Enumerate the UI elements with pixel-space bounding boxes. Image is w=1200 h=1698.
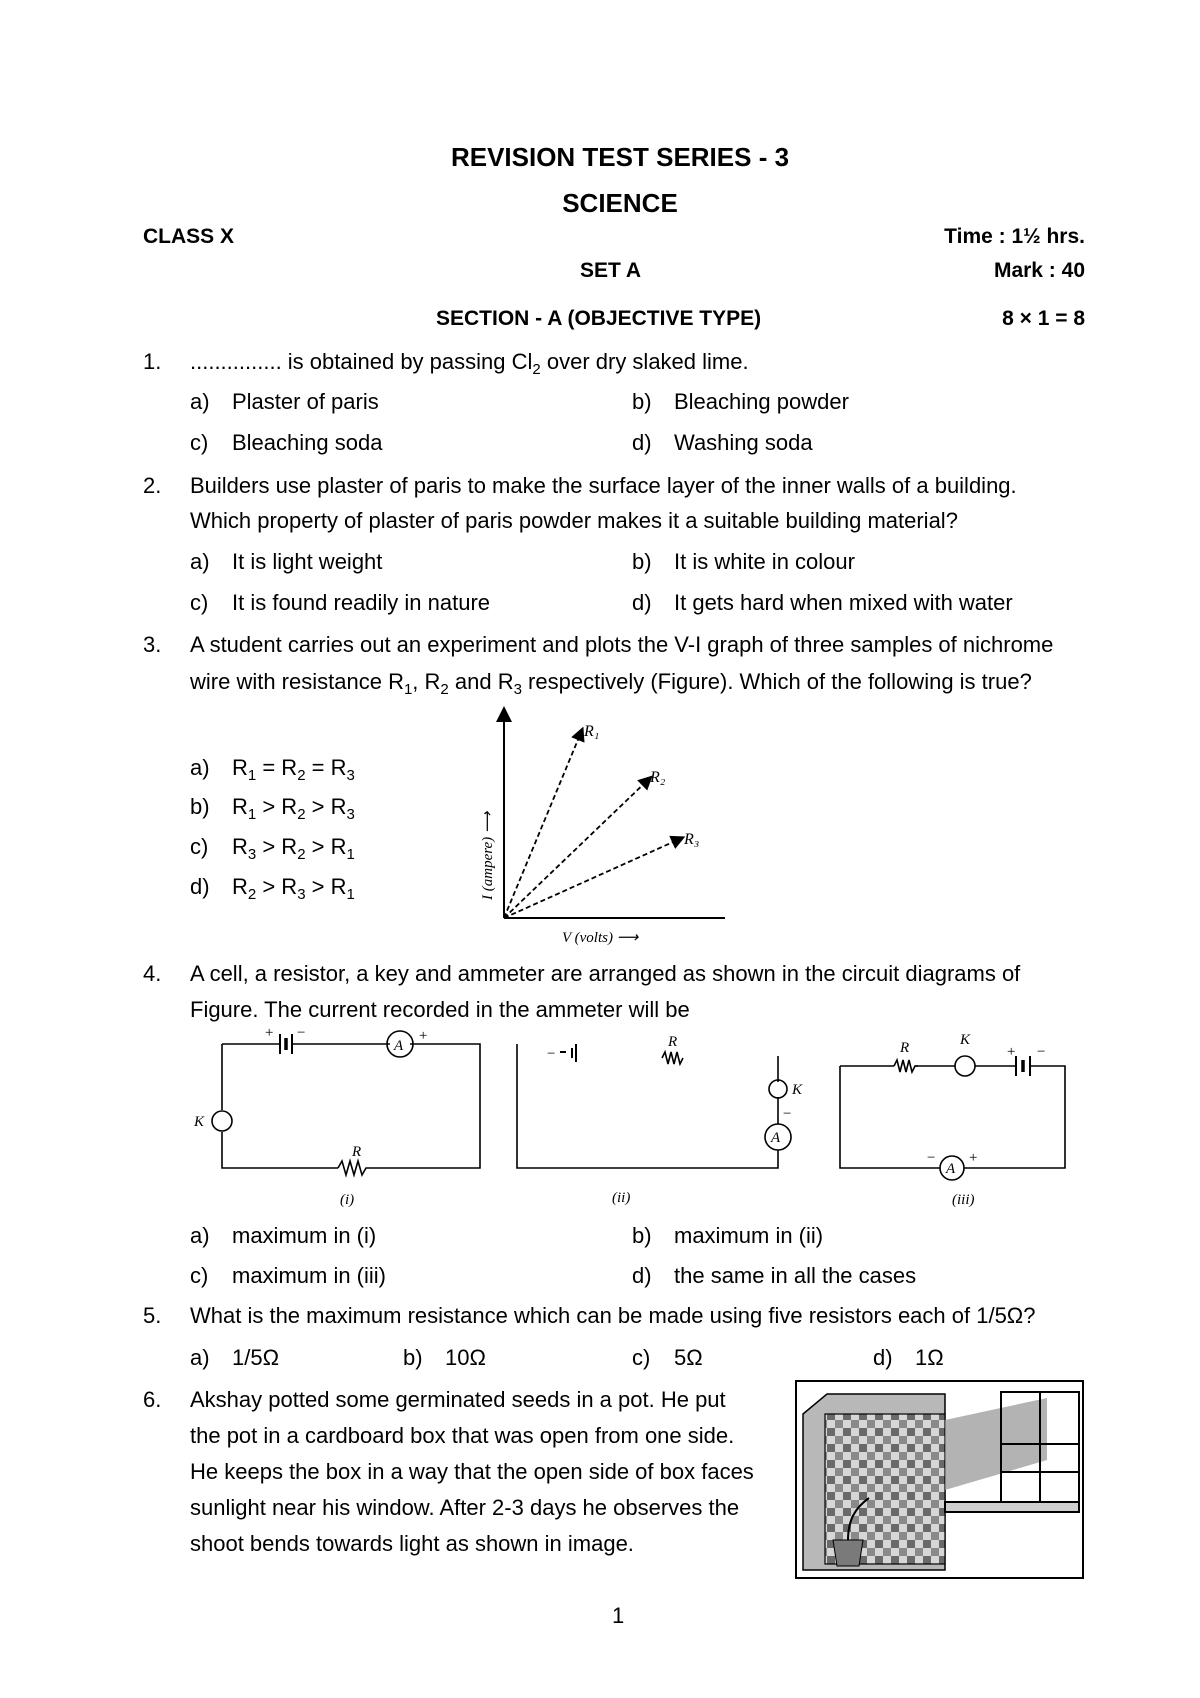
option-a <box>190 549 382 575</box>
page-number: 1 <box>612 1603 625 1628</box>
question-text-line: Figure. The current recorded in the ammeter will be <box>190 997 690 1022</box>
subscript: 1 <box>346 886 355 903</box>
minus-sign: − <box>926 1150 937 1166</box>
option-text: 1Ω <box>915 1345 944 1370</box>
circuit-diagrams <box>180 1022 1090 1217</box>
option-c <box>190 1263 386 1289</box>
question-text-line: Akshay potted some germinated seeds in a pot. He put <box>190 1387 726 1412</box>
ammeter-label: A <box>771 1130 781 1146</box>
key-label: K <box>960 1032 971 1048</box>
question-text-line: shoot bends towards light as shown in image. <box>190 1531 634 1556</box>
circuit-label-2: (ii) <box>612 1190 631 1206</box>
r: = R <box>305 755 347 780</box>
option-label: d) <box>632 590 652 615</box>
subscript: 3 <box>247 846 257 863</box>
r: R <box>232 794 248 819</box>
r3-label: R₃ <box>684 831 700 848</box>
question-text: What is the maximum resistance which can be made using five resistors each of 1/5Ω? <box>190 1303 1036 1328</box>
r: = R <box>256 755 298 780</box>
text-part: respectively (Figure). Which of the following is true? <box>521 669 1032 694</box>
option-a <box>190 389 379 415</box>
key-label: K <box>792 1082 803 1098</box>
question-number: 1. <box>143 349 162 374</box>
y-axis-label: I (ampere) ⟶ <box>480 811 496 900</box>
text-part: and R <box>448 669 514 694</box>
option-c <box>190 834 355 863</box>
option-label: d) <box>873 1345 893 1370</box>
line-r2 <box>504 778 650 918</box>
r: > R <box>256 794 298 819</box>
minus-sign: − <box>296 1025 307 1041</box>
subscript: 1 <box>346 846 355 863</box>
section-heading: SECTION - A (OBJECTIVE TYPE) <box>436 307 762 330</box>
option-c <box>632 1345 703 1371</box>
option-label: b) <box>632 549 652 574</box>
ammeter-label: A <box>946 1161 956 1177</box>
option-text: Bleaching soda <box>232 430 383 455</box>
option-label: a) <box>190 389 210 414</box>
subscript: 2 <box>297 846 306 863</box>
option-label: c) <box>190 430 209 455</box>
option-text: Washing soda <box>674 430 813 455</box>
option-d <box>632 1263 916 1289</box>
option-label: a) <box>190 755 210 780</box>
r: > R <box>305 794 347 819</box>
line-r1 <box>504 730 582 918</box>
resistor-label: R <box>900 1040 910 1056</box>
plus-sign: + <box>1006 1044 1017 1060</box>
option-label: a) <box>190 549 210 574</box>
question-text-line <box>190 669 1032 698</box>
r: R <box>232 755 248 780</box>
resistor-label: R <box>352 1144 362 1160</box>
circuit-2 <box>517 1044 791 1168</box>
option-label: a) <box>190 1345 210 1370</box>
question-number: 3. <box>143 632 162 657</box>
question-text-part: ............... is obtained by passing Cl <box>190 349 533 374</box>
line-r3 <box>504 838 682 918</box>
option-text: maximum in (iii) <box>232 1263 386 1288</box>
subscript: 2 <box>247 886 257 903</box>
question-text-line: sunlight near his window. After 2-3 days he observes the <box>190 1495 740 1520</box>
subscript: 2 <box>297 806 306 823</box>
option-label: b) <box>632 389 652 414</box>
option-label: c) <box>190 1263 209 1288</box>
option-d <box>873 1345 944 1371</box>
option-b <box>632 389 849 415</box>
subscript: 1 <box>403 681 413 698</box>
option-label: c) <box>632 1345 651 1370</box>
x-axis-label: V (volts) ⟶ <box>562 930 639 946</box>
option-label: b) <box>632 1223 652 1248</box>
r: R <box>232 874 248 899</box>
option-c <box>190 430 382 456</box>
circuit-label-1: (i) <box>340 1192 355 1208</box>
minus-sign: − <box>782 1106 793 1122</box>
plus-sign: + <box>968 1150 979 1166</box>
circuit-1 <box>212 1031 480 1175</box>
option-text: It gets hard when mixed with water <box>674 590 1013 615</box>
subscript: 3 <box>297 886 306 903</box>
ammeter-label: A <box>394 1038 404 1054</box>
subscript: 2 <box>297 767 306 784</box>
option-text: the same in all the cases <box>674 1263 917 1288</box>
minus-sign: − <box>1036 1044 1047 1060</box>
option-d <box>632 430 813 456</box>
r1-label: R₁ <box>584 723 600 740</box>
set-label: SET A <box>580 259 642 282</box>
question-number: 5. <box>143 1303 162 1328</box>
text-part: wire with resistance R <box>190 669 404 694</box>
option-label: d) <box>632 1263 652 1288</box>
test-title: REVISION TEST SERIES - 3 <box>450 142 790 172</box>
option-a <box>190 755 355 784</box>
subscript: 2 <box>440 681 449 698</box>
option-label: c) <box>190 590 209 615</box>
option-b <box>403 1345 486 1371</box>
subscript: 3 <box>346 806 355 823</box>
plus-sign: + <box>264 1025 275 1041</box>
circuit-label-3: (iii) <box>952 1192 975 1208</box>
question-text-line: He keeps the box in a way that the open side of box faces <box>190 1459 754 1484</box>
subject-title: SCIENCE <box>562 188 678 218</box>
option-label: b) <box>190 794 210 819</box>
question-text-part: over dry slaked lime. <box>540 349 749 374</box>
option-label: b) <box>403 1345 423 1370</box>
option-text: maximum in (ii) <box>674 1223 824 1248</box>
section-marks: 8 × 1 = 8 <box>1002 307 1085 330</box>
option-text: 5Ω <box>674 1345 703 1370</box>
option-d <box>632 590 1013 616</box>
text-part: , R <box>412 669 441 694</box>
question-text-line: Which property of plaster of paris powder makes it a suitable building material? <box>190 508 958 533</box>
minus-sign: − <box>546 1046 557 1062</box>
option-b <box>190 794 355 823</box>
option-text: It is found readily in nature <box>232 590 491 615</box>
key-label: K <box>194 1114 205 1130</box>
class-label: CLASS X <box>143 225 235 248</box>
resistor-label: R <box>668 1034 678 1050</box>
subscript: 2 <box>532 361 541 378</box>
question-number: 6. <box>143 1387 162 1412</box>
r2-label: R₂ <box>650 769 666 786</box>
option-text: Plaster of paris <box>232 389 379 414</box>
option-text: maximum in (i) <box>232 1223 377 1248</box>
plant-box-illustration <box>795 1380 1085 1580</box>
option-text: It is white in colour <box>674 549 855 574</box>
option-label: a) <box>190 1223 210 1248</box>
time-label: Time : 1½ hrs. <box>944 225 1085 248</box>
r: > R <box>256 834 298 859</box>
question-text-line: A student carries out an experiment and plots the V-I graph of three samples of nichrome <box>190 632 1054 657</box>
option-c <box>190 590 490 616</box>
option-text: 10Ω <box>445 1345 486 1370</box>
r: > R <box>305 874 347 899</box>
option-text: Bleaching powder <box>674 389 849 414</box>
marks-label: Mark : 40 <box>993 259 1085 282</box>
question-text-line: A cell, a resistor, a key and ammeter are arranged as shown in the circuit diagrams of <box>190 961 1021 986</box>
option-text: 1/5Ω <box>232 1345 280 1370</box>
option-label: c) <box>190 834 209 859</box>
r: R <box>232 834 248 859</box>
option-a <box>190 1223 376 1249</box>
r: > R <box>305 834 347 859</box>
question-number: 4. <box>143 961 162 986</box>
plus-sign: + <box>418 1028 429 1044</box>
question-text <box>190 349 749 378</box>
option-a <box>190 1345 279 1371</box>
option-b <box>632 549 855 575</box>
question-text-line: Builders use plaster of paris to make the surface layer of the inner walls of a building. <box>190 473 1017 498</box>
subscript: 1 <box>247 806 257 823</box>
option-label: d) <box>632 430 652 455</box>
question-number: 2. <box>143 473 162 498</box>
subscript: 3 <box>346 767 355 784</box>
option-d <box>190 874 355 903</box>
option-b <box>632 1223 823 1249</box>
option-text: It is light weight <box>232 549 383 574</box>
question-text-line: the pot in a cardboard box that was open from one side. <box>190 1423 735 1448</box>
r: > R <box>256 874 298 899</box>
subscript: 1 <box>247 767 257 784</box>
option-label: d) <box>190 874 210 899</box>
vi-graph <box>470 700 730 950</box>
subscript: 3 <box>513 681 522 698</box>
